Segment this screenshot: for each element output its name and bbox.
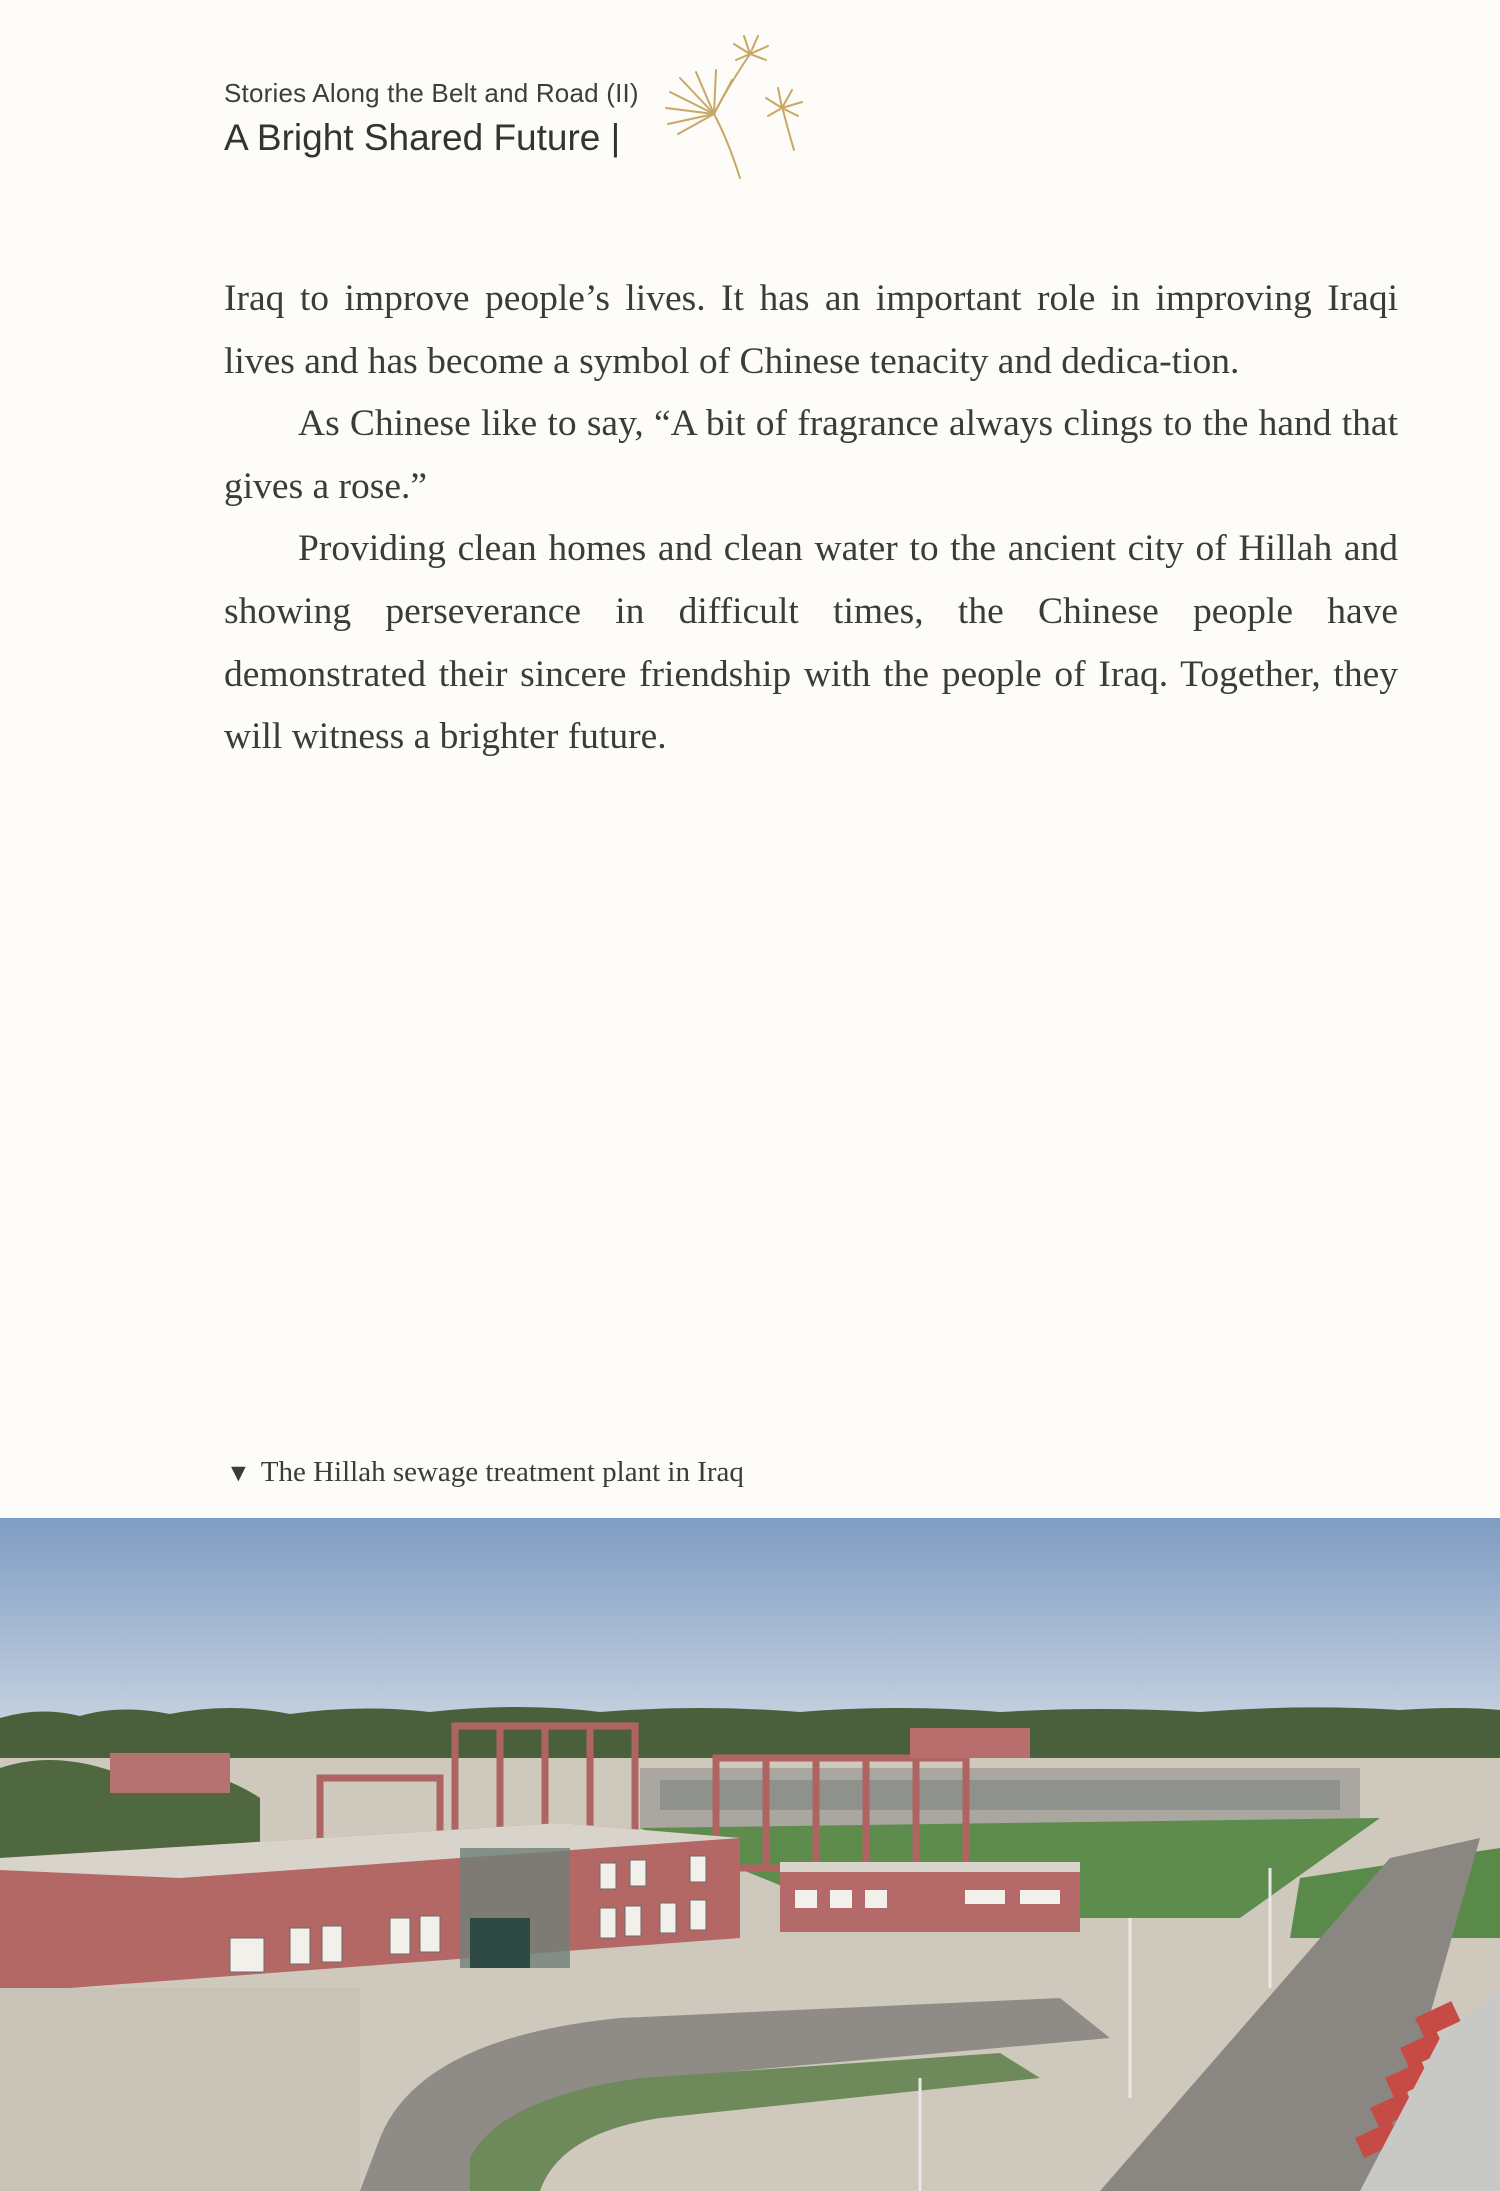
paragraph-3: Providing clean homes and clean water to the ancient city of Hillah and showing perseverance in difficult times, the Chinese people have demonstrated their sincere friendship with the people of Iraq. Together, they will witness a brighter future. [224,528,1398,758]
distant-building-2 [910,1728,1030,1758]
series-title: Stories Along the Belt and Road (II) [224,78,639,108]
title-separator: | [610,117,621,158]
photo-caption [226,1456,744,1489]
sewage-plant-illustration [0,1518,1500,2191]
caption-text: The Hillah sewage treatment plant in Iraq [260,1456,744,1488]
operations-roof [780,1862,1080,1872]
paragraph-2: As Chinese like to say, “A bit of fragrance always clings to the hand that gives a rose.” [224,403,1398,507]
plant-photo [0,1518,1500,2191]
entrance-door [470,1918,530,1968]
sky [0,1518,1500,1718]
caption-triangle-icon: ▼ [226,1460,251,1487]
book-title [224,117,639,159]
dandelion-icon [648,30,808,180]
body-text [224,268,1398,769]
plaza-paving [0,1988,360,2191]
distant-building-1 [110,1753,230,1793]
paragraph-1: Iraq to improve people’s lives. It has an important role in improving Iraqi lives and has become a symbol of Chinese tenacity and dedica-tion. [224,278,1398,382]
running-header [224,78,639,159]
tank-water [660,1780,1340,1810]
book-title-text: A Bright Shared Future [224,117,601,158]
